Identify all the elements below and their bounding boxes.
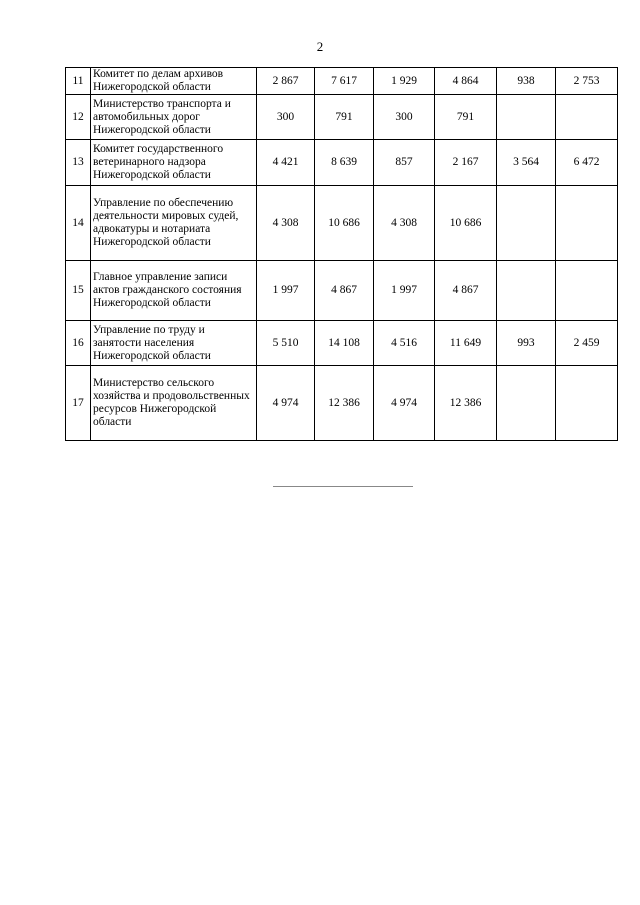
value-cell: 300	[374, 95, 435, 140]
value-cell: 938	[497, 68, 556, 95]
table-row	[66, 261, 618, 321]
value-cell: 300	[257, 95, 315, 140]
value-cell: 791	[435, 95, 497, 140]
value-cell: 10 686	[315, 186, 374, 261]
value-cell: 1 997	[374, 261, 435, 321]
table-row	[66, 186, 618, 261]
value-cell: 6 472	[556, 140, 618, 186]
table-row	[66, 68, 618, 95]
value-cell: 857	[374, 140, 435, 186]
value-cell: 2 459	[556, 321, 618, 366]
value-cell	[497, 95, 556, 140]
value-cell: 7 617	[315, 68, 374, 95]
value-cell: 8 639	[315, 140, 374, 186]
value-cell	[497, 366, 556, 441]
value-cell	[556, 366, 618, 441]
organization-name: Управление по обеспечению деятельности мировых судей, адвокатуры и нотариата Нижегородской области	[91, 186, 257, 261]
value-cell: 4 421	[257, 140, 315, 186]
organization-name: Комитет государственного ветеринарного надзора Нижегородской области	[91, 140, 257, 186]
organization-name: Министерство сельского хозяйства и продовольственных ресурсов Нижегородской области	[91, 366, 257, 441]
organization-name: Управление по труду и занятости населения Нижегородской области	[91, 321, 257, 366]
value-cell: 2 167	[435, 140, 497, 186]
value-cell: 12 386	[435, 366, 497, 441]
table-row	[66, 140, 618, 186]
value-cell: 4 864	[435, 68, 497, 95]
organization-name: Главное управление записи актов гражданского состояния Нижегородской области	[91, 261, 257, 321]
value-cell: 4 974	[257, 366, 315, 441]
value-cell: 3 564	[497, 140, 556, 186]
value-cell: 11 649	[435, 321, 497, 366]
value-cell: 12 386	[315, 366, 374, 441]
value-cell	[556, 186, 618, 261]
value-cell: 14 108	[315, 321, 374, 366]
footer-divider	[273, 486, 413, 487]
value-cell: 4 308	[257, 186, 315, 261]
value-cell	[497, 261, 556, 321]
data-table	[65, 67, 618, 441]
value-cell: 1 997	[257, 261, 315, 321]
value-cell: 5 510	[257, 321, 315, 366]
row-number: 17	[66, 366, 91, 441]
value-cell: 4 974	[374, 366, 435, 441]
value-cell: 10 686	[435, 186, 497, 261]
value-cell: 4 867	[315, 261, 374, 321]
value-cell	[556, 95, 618, 140]
value-cell: 2 753	[556, 68, 618, 95]
organization-name: Комитет по делам архивов Нижегородской области	[91, 68, 257, 95]
value-cell: 4 308	[374, 186, 435, 261]
value-cell	[556, 261, 618, 321]
value-cell: 4 516	[374, 321, 435, 366]
table-row	[66, 366, 618, 441]
value-cell: 993	[497, 321, 556, 366]
row-number: 13	[66, 140, 91, 186]
table-row	[66, 321, 618, 366]
value-cell	[497, 186, 556, 261]
value-cell: 4 867	[435, 261, 497, 321]
page-number: 2	[316, 39, 324, 54]
value-cell: 791	[315, 95, 374, 140]
value-cell: 1 929	[374, 68, 435, 95]
row-number: 12	[66, 95, 91, 140]
row-number: 14	[66, 186, 91, 261]
row-number: 11	[66, 68, 91, 95]
table-row	[66, 95, 618, 140]
organization-name: Министерство транспорта и автомобильных дорог Нижегородской области	[91, 95, 257, 140]
row-number: 16	[66, 321, 91, 366]
value-cell: 2 867	[257, 68, 315, 95]
row-number: 15	[66, 261, 91, 321]
